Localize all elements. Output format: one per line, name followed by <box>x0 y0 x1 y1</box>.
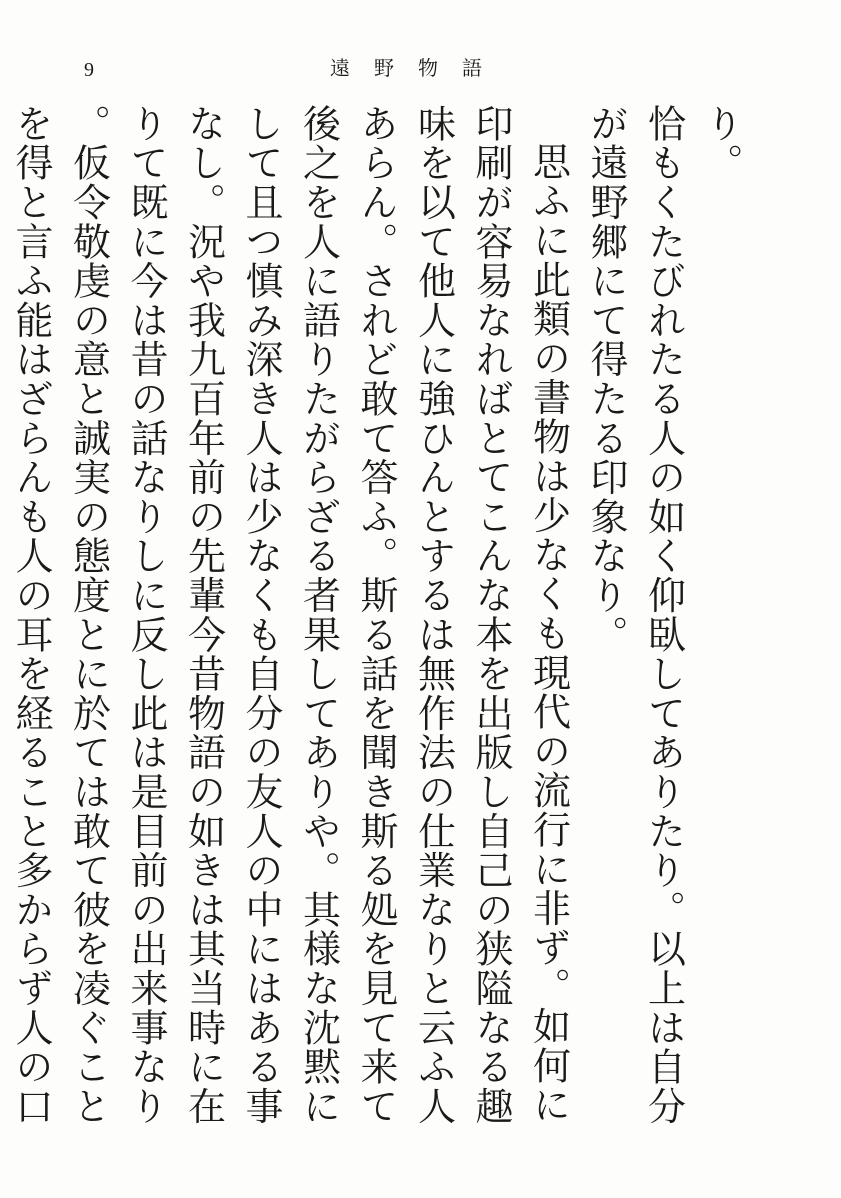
page-number: 9 <box>84 59 94 81</box>
paragraph-continuation: り。 <box>699 104 743 183</box>
paragraph-line: 恰もくたびれたる人の如く仰臥してありたり。以上は自分が遠野郷にて得たる印象なり。 <box>584 104 686 1126</box>
body-text <box>9 104 749 1150</box>
running-title: 遠野物語 <box>330 56 506 80</box>
paragraph-main: 思ふに此類の書物は少なくも現代の流行に非ず。如何に印刷が容易なればとてこんな本を出版し自己の狭隘なる趣味を以て他人に強ひんとするは無作法の仕業なりと云ふ人あらん。されど敢て答ふ。斯る話を聞き斯る処を見て来て後之を人に語りたがらざる者果してありや。其様な沈黙にして且つ慎み深き人は少なくも自分の友人の中にはある事なし。況や我九百年前の先輩今昔物語の如きは其当時に在りて既に今は昔の話なりしに反し此は是目前の出来事なり。仮令敬虔の意と誠実の態度とに於ては敢て彼を凌ぐことを得と言ふ能はざらんも人の耳を経ること多からず人の口 <box>9 104 571 1126</box>
